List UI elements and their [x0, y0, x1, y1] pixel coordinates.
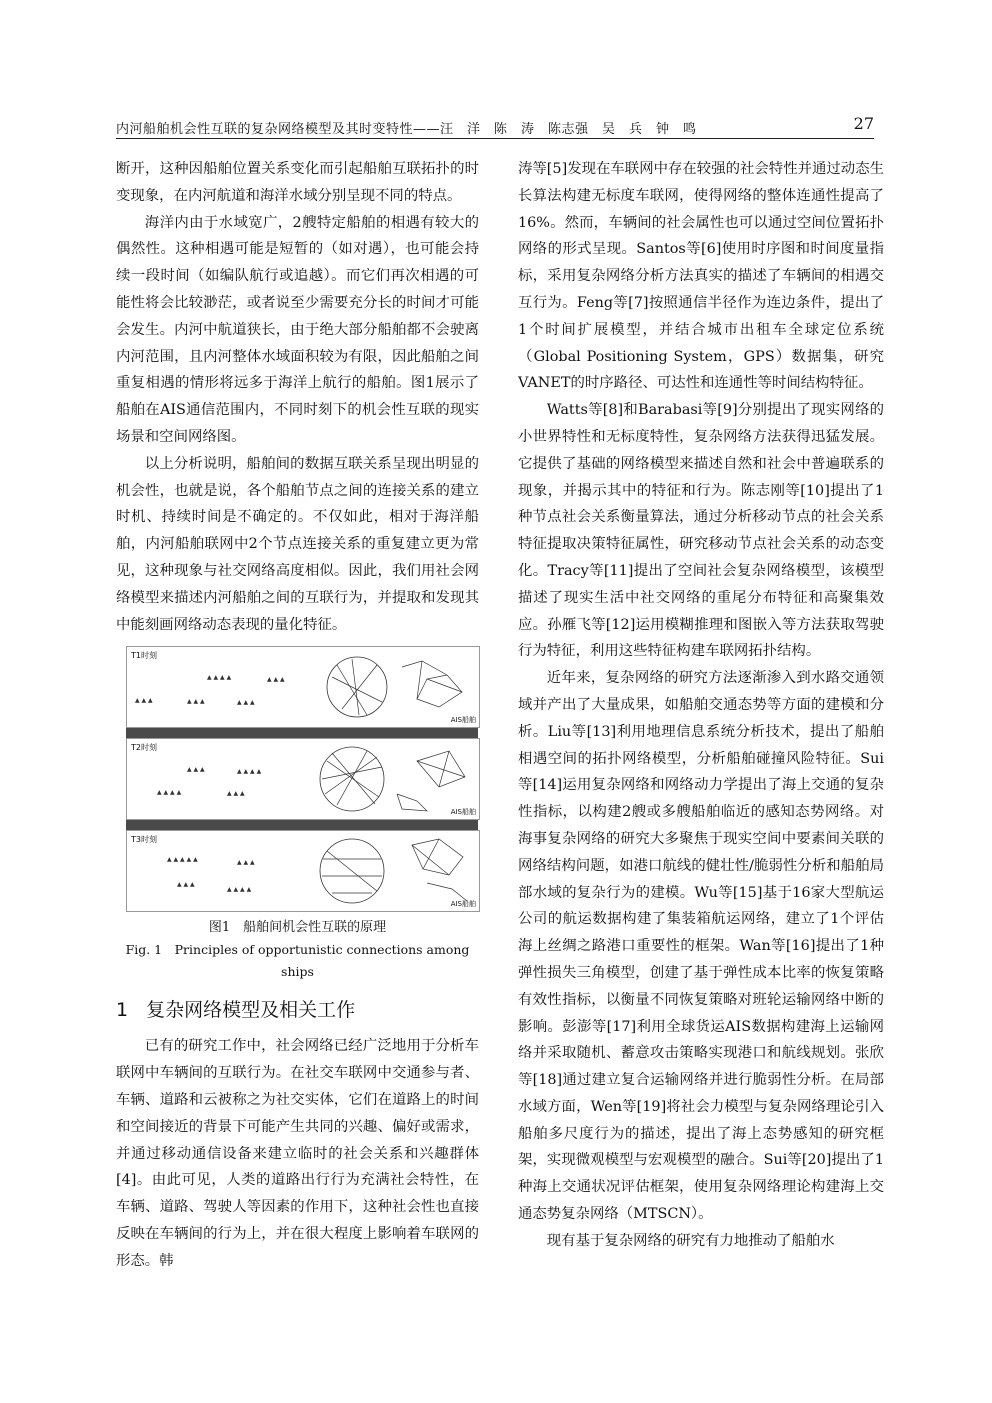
page-number: 27	[853, 114, 874, 133]
legend-label: AIS船舶	[450, 900, 476, 909]
legend-label: AIS船舶	[450, 808, 476, 817]
svg-text:▲ ▲ ▲: ▲ ▲ ▲	[267, 676, 285, 684]
svg-text:▲ ▲ ▲ ▲ ▲: ▲ ▲ ▲ ▲ ▲	[167, 856, 198, 864]
timeline-band	[126, 728, 478, 738]
svg-text:▲ ▲ ▲: ▲ ▲ ▲	[237, 859, 255, 867]
left-column	[116, 156, 479, 1275]
svg-text:▲ ▲ ▲: ▲ ▲ ▲	[187, 766, 205, 774]
svg-text:▲ ▲ ▲: ▲ ▲ ▲	[227, 790, 245, 798]
paragraph: Watts等[8]和Barabasi等[9]分别提出了现实网络的小世界特性和无标度特性，复杂网络方法获得迅猛发展。它提供了基础的网络模型来描述自然和社会中普遍联系的现象，并揭示其中的特征和行为。陈志刚等[10]提出了1种节点社会关系衡量算法，通过分析移动节点的社会关系特征提取决策特征属性，研究移动节点社会关系的动态变化。Tracy等[11]提出了空间社会复杂网络模型，该模型描述了现实生活中社交网络的重尾分布特征和高聚集效应。孙雁飞等[12]运用模糊推理和图嵌入等方法获取驾驶行为特征，利用这些特征构建车联网拓扑结构。	[518, 402, 884, 660]
section-heading	[116, 995, 479, 1025]
network-diagram	[127, 647, 479, 727]
svg-text:▲ ▲ ▲ ▲: ▲ ▲ ▲ ▲	[227, 886, 252, 894]
legend-label: AIS船舶	[450, 716, 476, 725]
right-column	[518, 156, 884, 1255]
svg-text:▲ ▲ ▲ ▲: ▲ ▲ ▲ ▲	[237, 768, 262, 776]
figure-1	[116, 646, 479, 911]
figure-caption-cn: 图1 船舶间机会性互联的原理	[208, 920, 387, 936]
svg-text:▲ ▲ ▲: ▲ ▲ ▲	[237, 699, 255, 707]
figure-panel-t3	[126, 830, 480, 912]
section-number: 1	[116, 999, 129, 1022]
panel-label: T1时刻	[131, 651, 157, 661]
paragraph: 海洋内由于水域宽广，2艘特定船舶的相遇有较大的偶然性。这种相遇可能是短暂的（如对遇），也可能会持续一段时间（如编队航行或追越）。而它们再次相遇的可能性将会比较渺茫，或者说至少需要充分长的时间才可能会发生。内河中航道狭长，由于绝大部分船舶都不会驶离内河范围，且内河整体水域面积较为有限，因此船舶之间重复相遇的情形将远多于海洋上航行的船舶。图1展示了船舶在AIS通信范围内，不同时刻下的机会性互联的现实场景和空间网络图。	[116, 214, 479, 445]
section-title: 复杂网络模型及相关工作	[146, 999, 356, 1022]
figure-panel-t1	[126, 646, 480, 728]
network-diagram	[127, 831, 479, 911]
network-diagram	[127, 739, 479, 819]
svg-text:▲ ▲ ▲ ▲: ▲ ▲ ▲ ▲	[207, 674, 232, 682]
timeline-band	[126, 820, 478, 830]
paragraph: 涛等[5]发现在车联网中存在较强的社会特性并通过动态生长算法构建无标度车联网，使得网络的整体连通性提高了16%。然而，车辆间的社会属性也可以通过空间位置拓扑网络的形式呈现。Santos等[6]使用时序图和时间度量指标，采用复杂网络分析方法真实的描述了车辆间的相遇交互行为。Feng等[7]按照通信半径作为连边条件，提出了1个时间扩展模型，并结合城市出租车全球定位系统（Global Positioning System，GPS）数据集，研究VANET的时序路径、可达性和连通性等时间结构特征。	[518, 161, 884, 392]
running-title: 内河船舶机会性互联的复杂网络模型及其时变特性——汪 洋 陈 涛 陈志强 吴 兵 钟 鸣	[116, 122, 697, 137]
paragraph: 已有的研究工作中，社会网络已经广泛地用于分析车联网中车辆间的互联行为。在社交车联网中交通参与者、车辆、道路和云被称之为社交实体，它们在道路上的时间和空间接近的背景下可能产生共同的兴趣、偏好或需求，并通过移动通信设备来建立临时的社会关系和兴趣群体[4]。由此可见，人类的道路出行行为充满社会特性，在车辆、道路、驾驶人等因素的作用下，这种社会性也直接反映在车辆间的行为上，并在很大程度上影响着车联网的形态。韩	[116, 1038, 479, 1269]
svg-text:▲ ▲ ▲ ▲: ▲ ▲ ▲ ▲	[157, 789, 182, 797]
paragraph: 近年来，复杂网络的研究方法逐渐渗入到水路交通领域并产出了大量成果，如船舶交通态势等方面的建模和分析。Liu等[13]利用地理信息系统分析技术，提出了船舶相遇空间的拓扑网络模型，分析船舶碰撞风险特征。Sui等[14]运用复杂网络和网络动力学提出了海上交通的复杂性指标，以构建2艘或多艘船舶临近的感知态势网络。对海事复杂网络的研究大多聚焦于现实空间中要素间关联的网络结构问题，如港口航线的健壮性/脆弱性分析和船舶局部水域的复杂行为的建模。Wu等[15]基于16家大型航运公司的航运数据构建了集装箱航运网络，建立了1个评估海上丝绸之路港口重要性的框架。Wan等[16]提出了1种弹性损失三角模型，创建了基于弹性成本比率的恢复策略有效性指标，以衡量不同恢复策略对班轮运输网络中断的影响。彭澎等[17]利用全球货运AIS数据构建海上运输网络并采取随机、蓄意攻击策略实现港口和航线规划。张欣等[18]通过建立复合运输网络并进行脆弱性分析。在局部水域方面，Wen等[19]将社会力模型与复杂网络理论引入船舶多尺度行为的描述，提出了海上态势感知的研究框架，实现微观模型与宏观模型的融合。Sui等[20]提出了1种海上交通状况评估框架，使用复杂网络理论构建海上交通态势复杂网络（MTSCN）。	[518, 670, 884, 1223]
figure-caption-en: Fig. 1 Principles of opportunistic connections among ships	[125, 942, 470, 980]
running-header	[116, 116, 874, 138]
panel-label: T2时刻	[131, 743, 157, 753]
figure-panel-t2	[126, 738, 480, 820]
panel-label: T3时刻	[131, 835, 157, 845]
svg-text:▲ ▲ ▲: ▲ ▲ ▲	[135, 697, 153, 705]
svg-text:▲ ▲ ▲: ▲ ▲ ▲	[177, 881, 195, 889]
paragraph: 以上分析说明，船舶间的数据互联关系呈现出明显的机会性，也就是说，各个船舶节点之间的连接关系的建立时机、持续时间是不确定的。不仅如此，相对于海洋船舶，内河船舶联网中2个节点连接关系的重复建立更为常见，这种现象与社交网络高度相似。因此，我们用社会网络模型来描述内河船舶之间的互联行为，并提取和发现其中能刻画网络动态表现的量化特征。	[116, 455, 479, 633]
svg-text:▲ ▲ ▲: ▲ ▲ ▲	[187, 698, 205, 706]
header-rule	[116, 138, 874, 139]
paragraph: 断开，这种因船舶位置关系变化而引起船舶互联拓扑的时变现象，在内河航道和海洋水域分别呈现不同的特点。	[116, 161, 479, 204]
paragraph: 现有基于复杂网络的研究有力地推动了船舶水	[546, 1232, 835, 1249]
